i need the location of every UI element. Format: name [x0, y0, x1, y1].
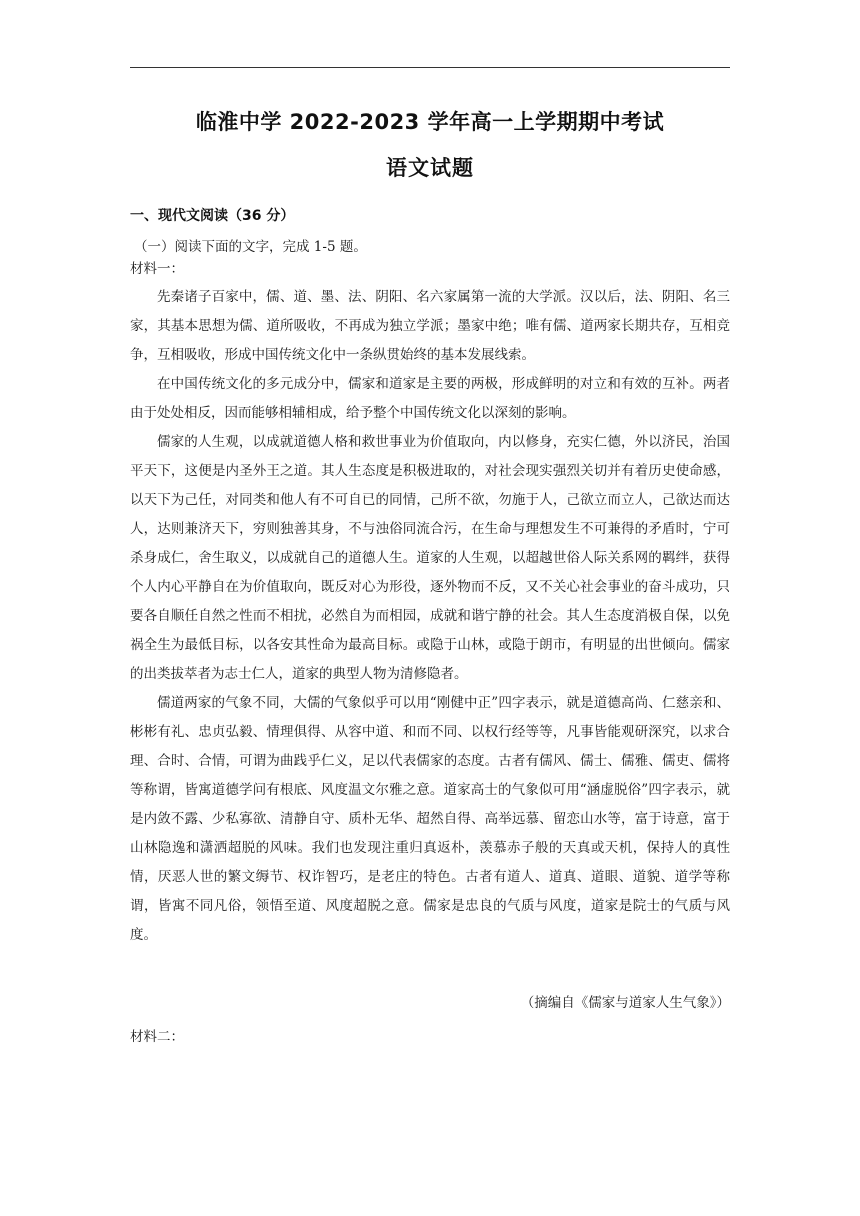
section-heading: 一、现代文阅读（36 分）: [130, 208, 295, 224]
page-title: 临淮中学 2022-2023 学年高一上学期期中考试: [195, 110, 665, 134]
paragraph: 在中国传统文化的多元成分中，儒家和道家是主要的两极，形成鲜明的对立和有效的互补。两者由于处处相反，因而能够相辅相成，给予整个中国传统文化以深刻的影响。: [130, 376, 730, 421]
paragraph: 儒家的人生观，以成就道德人格和救世事业为价值取向，内以修身，充实仁德，外以济民，治国平天下，这便是内圣外王之道。其人生态度是积极进取的，对社会现实强烈关切并有着历史使命感，以天下为己任，对同类和他人有不可自已的同情，己所不欲，勿施于人，己欲立而立人，己欲达而达人，达则兼济天下，穷则独善其身，不与浊俗同流合污，在生命与理想发生不可兼得的矛盾时，宁可杀身成仁，舍生取义，以成就自己的道德人生。道家的人生观，以超越世俗人际关系网的羁绊，获得个人内心平静自在为价值取向，既反对心为形役，逐外物而不反，又不关心社会事业的奋斗成功，只要各自顺任自然之性而不相扰，必然自为而相园，成就和谐宁静的社会。其人生态度消极自保，以免祸全生为最低目标，以各安其性命为最高目标。或隐于山林，或隐于朗市，有明显的出世倾向。儒家的出类拔萃者为志士仁人，道家的典型人物为清修隐者。: [130, 434, 730, 682]
source-citation: （摘编自《儒家与道家人生气象》）: [520, 995, 730, 1011]
page-subtitle: 语文试题: [386, 156, 474, 180]
question-intro: （一）阅读下面的文字，完成 1-5 题。: [134, 239, 367, 255]
paragraph: 先秦诸子百家中，儒、道、墨、法、阴阳、名六家属第一流的大学派。汉以后，法、阴阳、名三家，其基本思想为儒、道所吸收，不再成为独立学派；墨家中绝；唯有儒、道两家长期共存，互相竞争，互相吸收，形成中国传统文化中一条纵贯始终的基本发展线索。: [130, 289, 730, 363]
material-two-label: 材料二：: [130, 1029, 184, 1045]
material-one-label: 材料一：: [130, 261, 184, 277]
header-rule: [130, 67, 730, 68]
paragraph: 儒道两家的气象不同，大儒的气象似乎可以用“刚健中正”四字表示，就是道德高尚、仁慈亲和、彬彬有礼、忠贞弘毅、情理俱得、从容中道、和而不同、以权行经等等，凡事皆能观研深究，以求合理、合时、合情，可谓为曲践乎仁义，足以代表儒家的态度。古者有儒风、儒士、儒雅、儒吏、儒将等称谓，皆寓道德学问有根底、风度温文尔雅之意。道家高士的气象似可用“涵虚脱俗”四字表示，就是内敛不露、少私寡欲、清静自守、质朴无华、超然自得、高举远慕、留恋山水等，富于诗意，富于山林隐逸和潇洒超脱的风味。我们也发现注重归真返朴，羡慕赤子般的天真或天机，保持人的真性情，厌恶人世的繁文缛节、权诈智巧，是老庄的特色。古者有道人、道真、道眼、道貌、道学等称谓，皆寓不同凡俗，领悟至道、风度超脱之意。儒家是忠良的气质与风度，道家是院士的气质与风度。: [130, 695, 730, 943]
passage-body: [130, 283, 730, 950]
